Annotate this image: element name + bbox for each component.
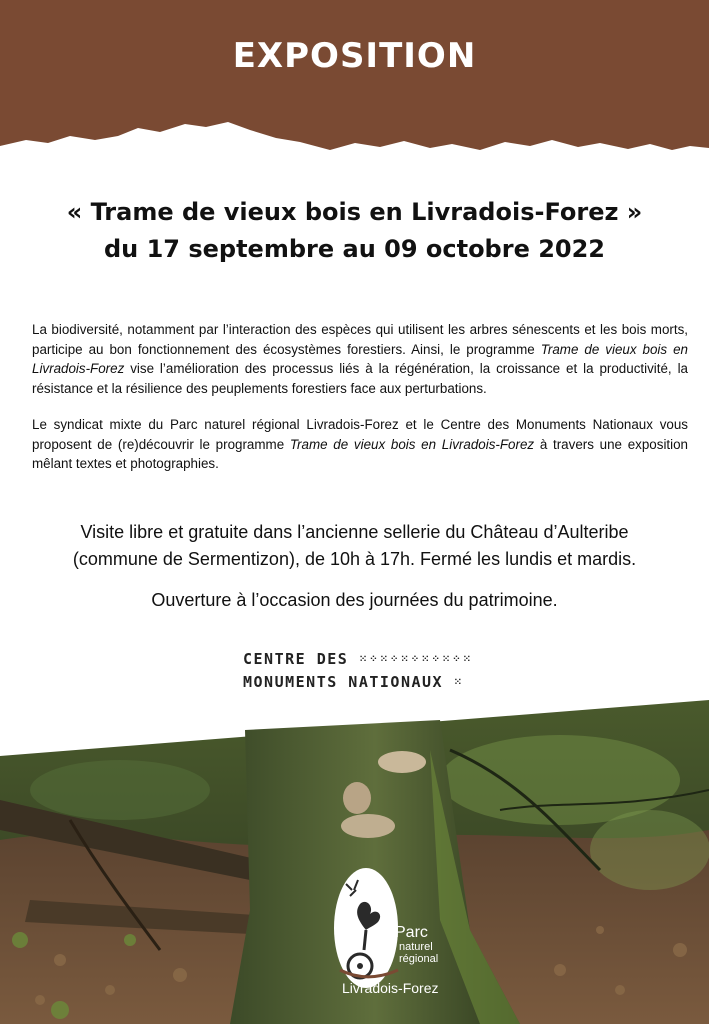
partners-text-2: à travers une exposition mêlant textes et photographies. bbox=[32, 436, 689, 471]
cmn-line-2: MONUMENTS NATIONAUX bbox=[243, 673, 444, 691]
parc-label: Parc bbox=[395, 924, 428, 941]
partners-text-1: Le syndicat mixte du Parc naturel régional Livradois-Forez et le Centre des Monuments Nationaux vous proposent de (re)découvrir le programme bbox=[32, 417, 688, 452]
title-line-2: du 17 septembre au 09 octobre 2022 bbox=[103, 235, 606, 263]
intro-text-1: La biodiversité, notamment par l’interaction des espèces qui utilisent les arbres sénescents et les bois morts, participe au bon fonctionnement des écosystèmes forestiers. Ainsi, le programme bbox=[32, 322, 688, 357]
naturel-label: naturel bbox=[399, 941, 433, 953]
partners-paragraph bbox=[32, 415, 688, 474]
torn-paper-banner bbox=[0, 0, 709, 160]
parc-logo-text bbox=[395, 925, 465, 965]
regional-label: régional bbox=[399, 953, 439, 965]
programme-name-2: Trame de vieux bois en Livradois-Forez bbox=[289, 436, 535, 452]
cmn-pattern-icon: ⁙⁘⁙⁘⁙⁘⁙⁘⁙⁘⁙ bbox=[358, 654, 474, 665]
intro-text-2: vise l’amélioration des processus liés à la régénération, la croissance et la productivité, la résistance et la résilience des peuplements forestiers face aux perturbations. bbox=[32, 361, 688, 396]
cmn-pattern-icon-2: ⁙ bbox=[453, 677, 465, 688]
visit-info bbox=[0, 519, 709, 573]
visit-line-1: Visite libre et gratuite dans l’ancienne sellerie du Château d’Aulteribe bbox=[80, 522, 629, 542]
visit-line-2: (commune de Sermentizon), de 10h à 17h. Fermé les lundis et mardis. bbox=[72, 549, 637, 569]
opening-info: Ouverture à l’occasion des journées du patrimoine. bbox=[151, 590, 558, 610]
programme-name: Trame de vieux bois en Livradois-Forez bbox=[32, 341, 688, 376]
cmn-line-1: CENTRE DES bbox=[243, 650, 349, 668]
header-title: EXPOSITION bbox=[232, 36, 477, 76]
title-line-1: « Trame de vieux bois en Livradois-Forez » bbox=[66, 198, 643, 226]
intro-paragraph bbox=[32, 320, 688, 398]
exhibition-title bbox=[0, 194, 709, 268]
header-banner bbox=[0, 0, 709, 160]
cmn-logo bbox=[243, 648, 503, 694]
parc-name: Livradois-Forez bbox=[342, 980, 439, 996]
